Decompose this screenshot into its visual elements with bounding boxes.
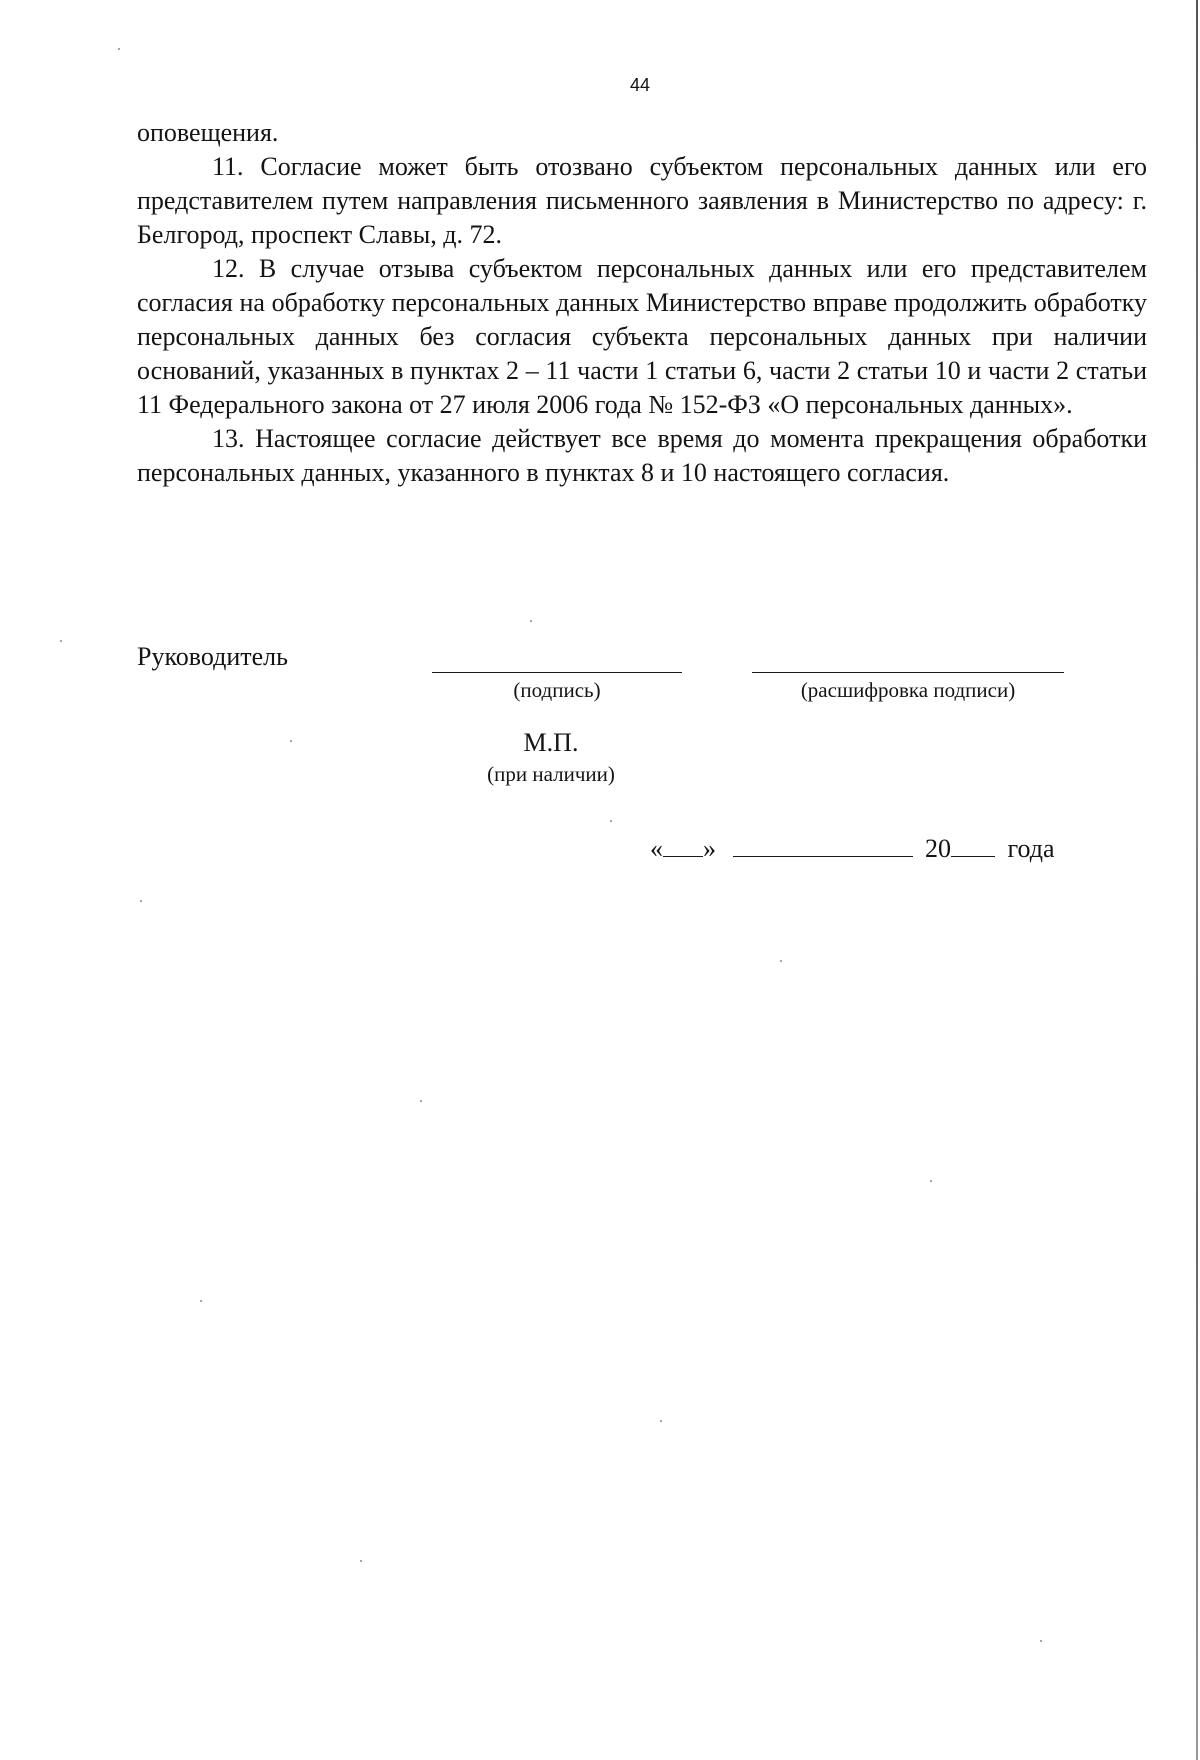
page-number: 44 [629,75,651,95]
signature-caption: (подпись) [513,678,601,702]
date-day-blank [663,834,703,857]
scan-speck [290,740,292,742]
date-year-suffix: года [1007,834,1055,863]
date-year-blank [951,834,995,857]
date-year-prefix: 20 [925,834,951,863]
body-text [137,116,1147,490]
date-close-quote: » [703,834,716,863]
stamp-label: М.П. [523,728,579,757]
signer-role: Руководитель [137,642,288,671]
signature-decoding-caption: (расшифровка подписи) [800,678,1016,702]
scan-speck [660,1420,662,1422]
scan-speck [610,820,612,822]
scan-speck [1040,1640,1042,1642]
signature-decoding-line [752,672,1064,673]
scan-speck [360,1560,362,1562]
stamp-note: (при наличии) [487,762,615,786]
date-open-quote: « [650,834,663,863]
paragraph-continuation: оповещения. [137,118,279,147]
paragraph-item-11: 11. Согласие может быть отозвано субъектом персональных данных или его представителем путем направления письменного заявления в Министерство по адресу: г. Белгород, проспект Славы, д. 72. [137,152,1147,249]
scan-speck [60,640,62,642]
scan-speck [140,900,142,902]
scan-speck [780,960,782,962]
scan-speck [420,1100,422,1102]
date-month-blank [733,834,913,857]
scan-speck [930,1180,932,1182]
paragraph-item-12: 12. В случае отзыва субъектом персональных данных или его представителем согласия на обработку персональных данных Министерство вправе продолжить обработку персональных данных без согласия субъекта персональных данных при наличии оснований, указанных в пунктах 2 – 11 части 1 статьи 6, части 2 статьи 10 и части 2 статьи 11 Федерального закона от 27 июля 2006 года № 152-ФЗ «О персональных данных». [137,254,1147,419]
scan-edge [1196,0,1198,1760]
paragraph-item-13: 13. Настоящее согласие действует все время до момента прекращения обработки персональных данных, указанного в пунктах 8 и 10 настоящего согласия. [137,424,1147,487]
scan-speck [200,1300,202,1302]
date-line [650,834,1080,864]
scan-speck [530,620,532,622]
scan-speck [118,48,120,50]
signature-line [432,672,682,673]
